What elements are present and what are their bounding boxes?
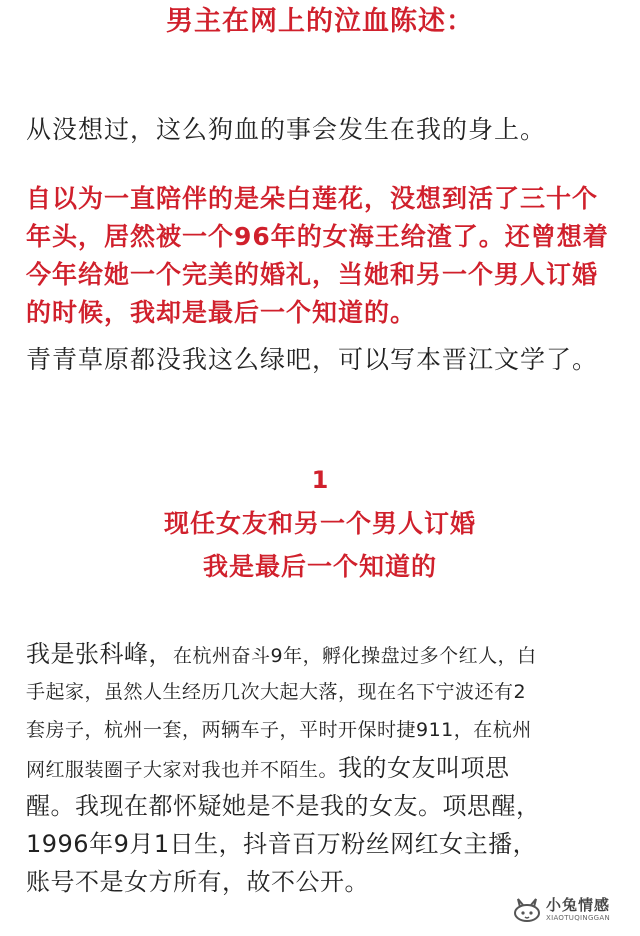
body-text-large: 我是张科峰， (26, 640, 173, 668)
section-title-line1: 现任女友和另一个男人订婚 (163, 509, 476, 538)
body-text-large: 我的女友叫项思 (338, 754, 510, 782)
section-number: 1 (311, 466, 329, 494)
body-line: 账号不是女方所有，故不公开。 (26, 868, 369, 896)
body-line (26, 635, 622, 673)
body-line: 1996年9月1日生，抖音百万粉丝网红女主播， (26, 830, 538, 858)
body-line: 醒。我现在都怀疑她是不是我的女友。项思醒， (26, 792, 541, 820)
body-paragraph (26, 635, 622, 901)
body-line (26, 749, 622, 787)
bunny-logo-icon (512, 897, 542, 923)
watermark (512, 890, 632, 930)
article-title: 男主在网上的泣血陈述： (166, 6, 474, 37)
watermark-sub: XIAOTUQINGGAN (546, 914, 611, 922)
paragraph-highlight: 自以为一直陪伴的是朵白莲花，没想到活了三十个年头，居然被一个96年的女海王给渣了。还曾想着今年给她一个完美的婚礼，当她和另一个男人订婚的时候，我却是最后一个知道的。 (26, 184, 609, 327)
body-text-small: 在杭州奋斗9年，孵化操盘过多个红人，白 (173, 645, 537, 667)
paragraph-intro: 从没想过，这么狗血的事会发生在我的身上。 (26, 115, 547, 144)
section-title-line2: 我是最后一个知道的 (202, 552, 437, 581)
paragraph-remark: 青青草原都没我这么绿吧，可以写本晋江文学了。 (26, 345, 599, 374)
body-text-small: 网红服装圈子大家对我也并不陌生。 (26, 759, 339, 781)
watermark-name: 小兔情感 (546, 896, 611, 914)
watermark-text (546, 898, 610, 922)
body-line: 套房子，杭州一套，两辆车子，平时开保时捷911，在杭州 (26, 719, 532, 741)
body-line: 手起家，虽然人生经历几次大起大落，现在名下宁波还有2 (26, 681, 527, 703)
